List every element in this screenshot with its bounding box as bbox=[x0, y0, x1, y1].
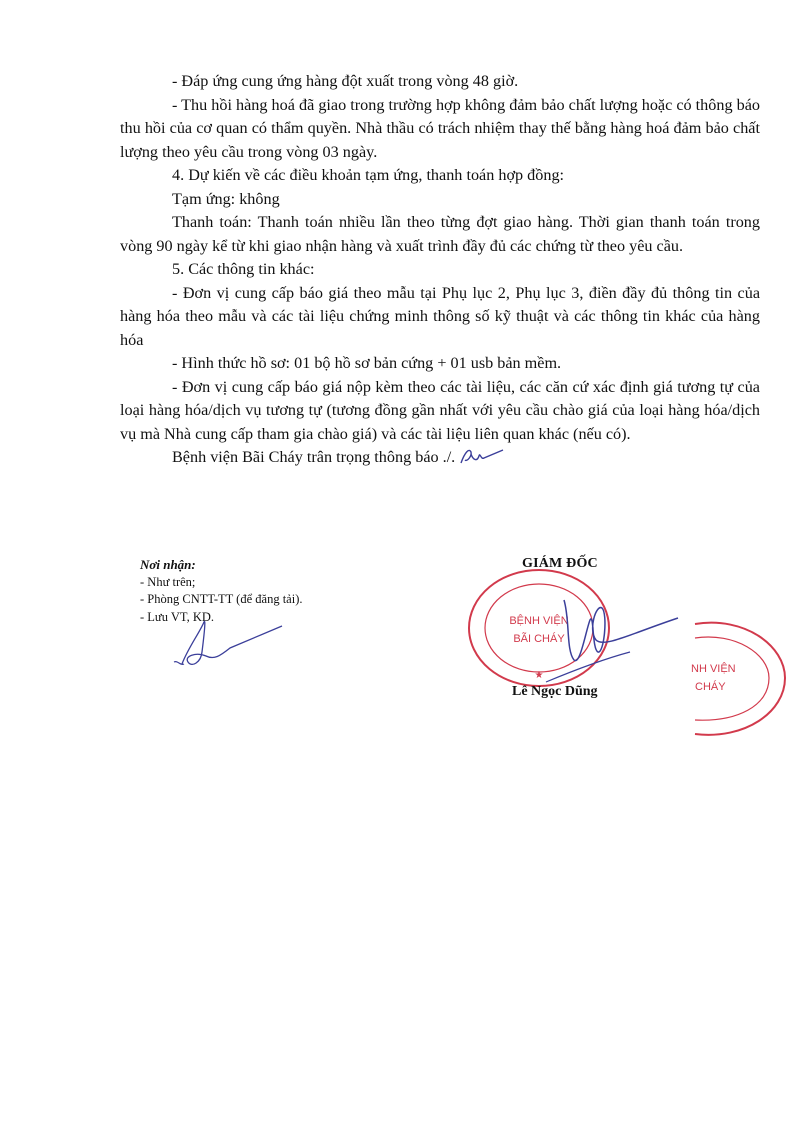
document-body bbox=[120, 70, 760, 470]
paragraph-quote-form: - Đơn vị cung cấp báo giá theo mẫu tại Phụ lục 2, Phụ lục 3, điền đầy đủ thông tin của hàng hóa theo mẫu và các tài liệu chứng minh thông số kỹ thuật và các thông tin khác của hàng hóa bbox=[120, 283, 760, 349]
paragraph-recall: - Thu hồi hàng hoá đã giao trong trường hợp không đảm bảo chất lượng hoặc có thông báo thu hồi của cơ quan có thẩm quyền. Nhà thầu có trách nhiệm thay thế bằng hàng hoá đảm bảo chất lượng theo yêu cầu trong vòng 03 ngày. bbox=[120, 95, 760, 161]
paragraph-dossier-format: - Hình thức hồ sơ: 01 bộ hồ sơ bản cứng + 01 usb bản mềm. bbox=[172, 354, 562, 372]
signatory-name: Lê Ngọc Dũng bbox=[512, 684, 598, 699]
paragraph-attachments: - Đơn vị cung cấp báo giá nộp kèm theo các tài liệu, các căn cứ xác định giá tương tự của loại hàng hóa/dịch vụ tương tự (tương đồng gần nhất với yêu cầu chào giá của loại hàng hóa/dịch vụ mà Nhà cung cấp tham gia chào giá) và các tài liệu liên quan khác (nếu có). bbox=[120, 377, 760, 443]
partial-stamp-line-2: CHÁY bbox=[695, 681, 726, 693]
closing-line bbox=[120, 446, 760, 470]
stamp-line-1: BỆNH VIỆN bbox=[509, 615, 569, 627]
stamp-line-2: BÃI CHÁY bbox=[513, 633, 565, 645]
recipients-title: Nơi nhận: bbox=[140, 557, 196, 572]
partial-stamp-icon bbox=[685, 616, 790, 741]
closing-text: Bệnh viện Bãi Cháy trân trọng thông báo ./. bbox=[172, 448, 456, 466]
signatory-title: GIÁM ĐỐC bbox=[522, 556, 598, 571]
svg-text:★: ★ bbox=[534, 670, 544, 681]
partial-stamp-line-1: NH VIỆN bbox=[691, 663, 736, 675]
initial-mark-icon bbox=[457, 446, 505, 466]
heading-other-info: 5. Các thông tin khác: bbox=[172, 260, 315, 278]
paragraph-advance: Tạm ứng: không bbox=[172, 189, 280, 208]
heading-payment-terms: 4. Dự kiến về các điều khoản tạm ứng, thanh toán hợp đồng: bbox=[172, 166, 565, 184]
paragraph-payment: Thanh toán: Thanh toán nhiều lần theo từng đợt giao hàng. Thời gian thanh toán trong vòng 90 ngày kể từ khi giao nhận hàng và xuất trình đầy đủ các chứng từ theo yêu cầu. bbox=[120, 213, 760, 255]
director-signature-icon bbox=[540, 590, 680, 690]
recipient-item: - Lưu VT, KD. bbox=[140, 609, 215, 624]
paragraph-emergency-supply: - Đáp ứng cung ứng hàng đột xuất trong vòng 48 giờ. bbox=[172, 72, 519, 90]
recipient-item: - Như trên; bbox=[140, 574, 196, 589]
initial-signature-icon bbox=[170, 612, 290, 674]
recipient-item: - Phòng CNTT-TT (để đăng tải). bbox=[140, 592, 303, 606]
